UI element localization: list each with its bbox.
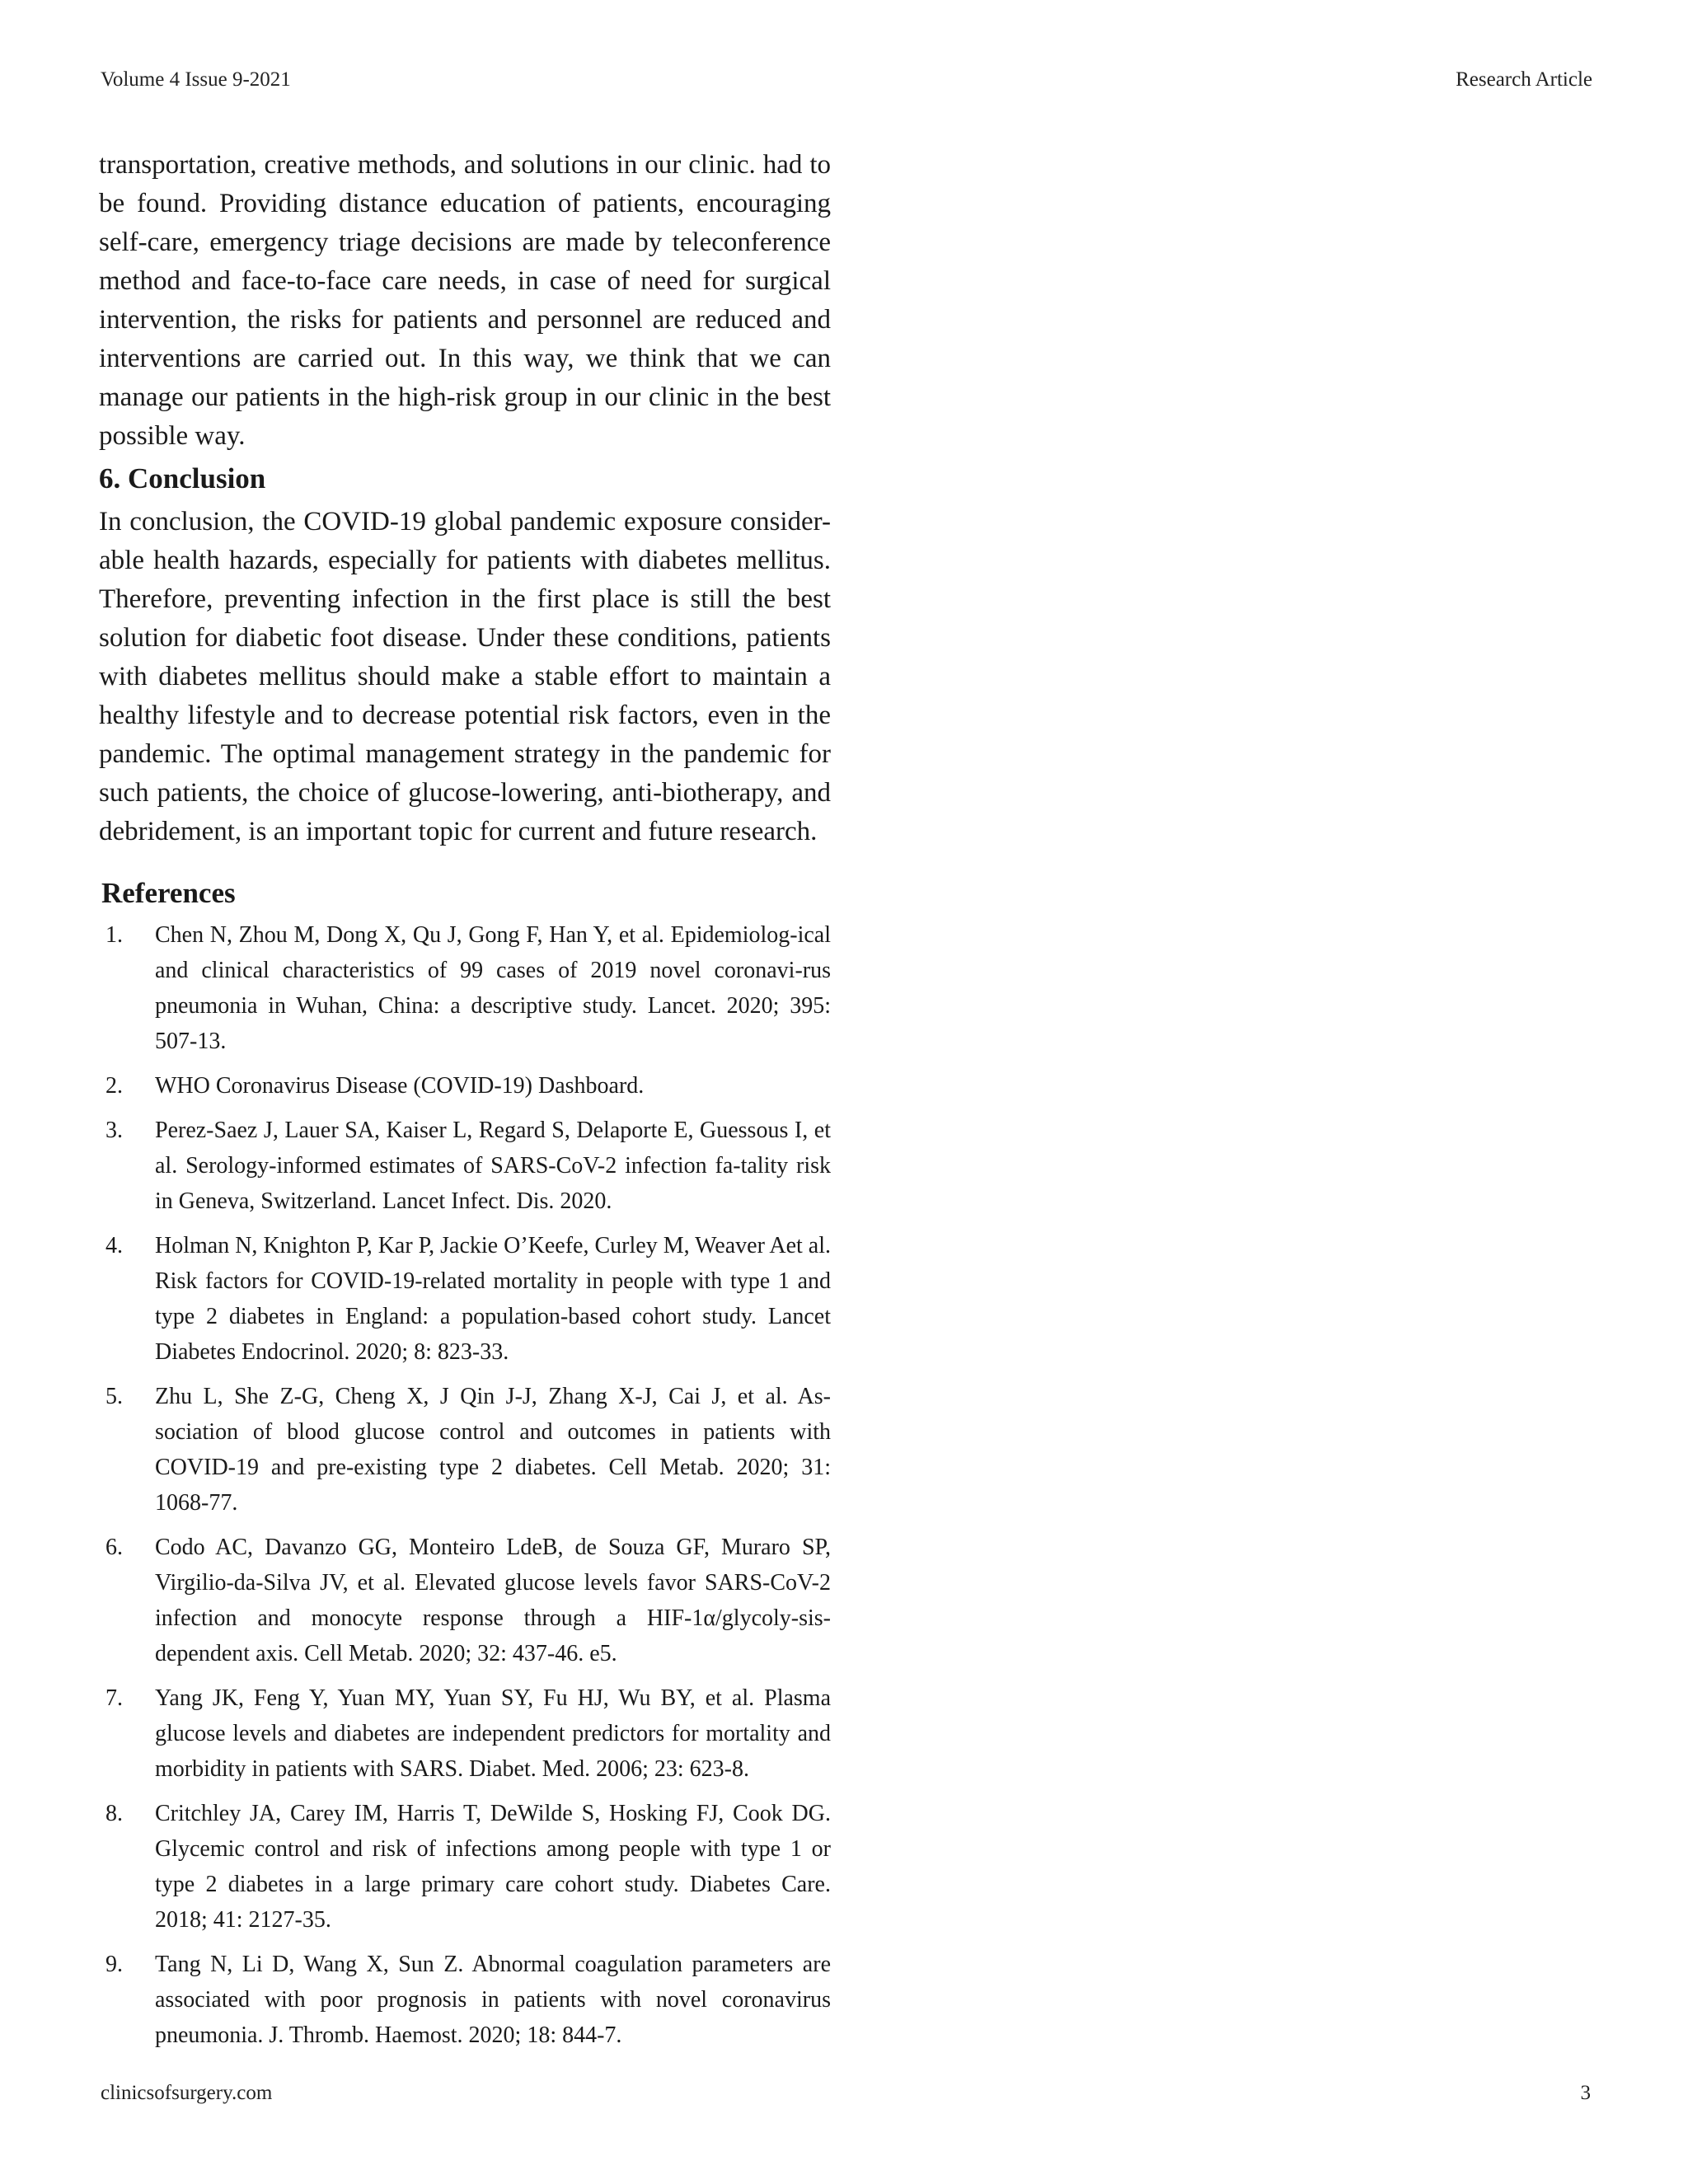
reference-list [99, 917, 831, 2053]
reference-number: 9. [106, 1952, 123, 1977]
reference-item [99, 1796, 831, 1938]
reference-number: 7. [106, 1685, 123, 1711]
reference-text: Critchley JA, Carey IM, Harris T, DeWilde S, Hosking FJ, Cook DG. Glycemic control and risk of infections among people with type 1 or type 2 diabetes in a large primary care cohort study. Diabetes Care. 2018; 41: 2127-35. [155, 1801, 831, 1933]
reference-number: 3. [106, 1118, 123, 1143]
reference-text: Codo AC, Davanzo GG, Monteiro LdeB, de Souza GF, Muraro SP, Virgilio-da-Silva JV, et al. Elevated glucose levels favor SARS-CoV-2 infection and monocyte response through a HIF-1α/glycoly-sis-dependent axis. Cell Metab. 2020; 32: 437-46. e5. [155, 1535, 831, 1666]
journal-volume: Volume 4 Issue 9-2021 [101, 68, 291, 91]
reference-text: Zhu L, She Z-G, Cheng X, J Qin J-J, Zhang X-J, Cai J, et al. As-sociation of blood glucose control and outcomes in patients with COVID-19 and pre-existing type 2 diabetes. Cell Metab. 2020; 31: 1068-77. [155, 1384, 831, 1516]
conclusion-heading: 6. Conclusion [99, 462, 266, 494]
reference-text: Yang JK, Feng Y, Yuan MY, Yuan SY, Fu HJ, Wu BY, et al. Plasma glucose levels and diabetes are independent predictors for mortality and morbidity in patients with SARS. Diabet. Med. 2006; 23: 623-8. [155, 1685, 831, 1782]
article-type: Research Article [1456, 68, 1592, 91]
reference-number: 4. [106, 1233, 123, 1258]
reference-item [99, 917, 831, 1059]
reference-item [99, 1530, 831, 1671]
page-number: 3 [1580, 2082, 1591, 2104]
reference-item [99, 1113, 831, 1219]
reference-number: 6. [106, 1535, 123, 1560]
references-heading: References [101, 877, 236, 909]
conclusion-paragraph: In conclusion, the COVID-19 global pandemic exposure consider-able health hazards, especially for patients with diabetes mellitus. Therefore, preventing infection in the first place is still the best solution for diabetic foot disease. Under these conditions, patients with diabetes mellitus should make a stable effort to maintain a healthy lifestyle and to decrease potential risk factors, even in the pandemic. The optimal management strategy in the pandemic for such patients, the choice of glucose-lowering, anti-biotherapy, and debridement, is an important topic for current and future research. [99, 507, 831, 846]
reference-number: 1. [106, 922, 123, 948]
journal-website: clinicsofsurgery.com [101, 2082, 273, 2104]
reference-item [99, 1379, 831, 1521]
left-text-column [99, 146, 831, 2062]
reference-item [99, 1068, 831, 1104]
reference-text: Perez-Saez J, Lauer SA, Kaiser L, Regard S, Delaporte E, Guessous I, et al. Serology-informed estimates of SARS-CoV-2 infection fa-tality risk in Geneva, Switzerland. Lancet Infect. Dis. 2020. [155, 1118, 831, 1214]
intro-paragraph: transportation, creative methods, and solutions in our clinic. had to be found. Providing distance education of patients, encouraging self-care, emergency triage decisions are made by teleconference method and face-to-face care needs, in case of need for surgical intervention, the risks for patients and personnel are reduced and interventions are carried out. In this way, we think that we can manage our patients in the high-risk group in our clinic in the best possible way. [99, 150, 831, 451]
reference-text: Chen N, Zhou M, Dong X, Qu J, Gong F, Han Y, et al. Epidemiolog-ical and clinical characteristics of 99 cases of 2019 novel coronavi-rus pneumonia in Wuhan, China: a descriptive study. Lancet. 2020; 395: 507-13. [155, 922, 831, 1054]
reference-text: WHO Coronavirus Disease (COVID-19) Dashboard. [155, 1073, 645, 1099]
reference-item [99, 1228, 831, 1370]
reference-item [99, 1680, 831, 1787]
reference-text: Holman N, Knighton P, Kar P, Jackie O’Keefe, Curley M, Weaver Aet al. Risk factors for COVID-19-related mortality in people with type 1 and type 2 diabetes in England: a population-based cohort study. Lancet Diabetes Endocrinol. 2020; 8: 823-33. [155, 1233, 831, 1365]
reference-item [99, 1947, 831, 2053]
reference-number: 5. [106, 1384, 123, 1409]
reference-number: 2. [106, 1073, 123, 1099]
reference-text: Tang N, Li D, Wang X, Sun Z. Abnormal coagulation parameters are associated with poor prognosis in patients with novel coronavirus pneumonia. J. Thromb. Haemost. 2020; 18: 844-7. [155, 1952, 831, 2048]
reference-number: 8. [106, 1801, 123, 1826]
